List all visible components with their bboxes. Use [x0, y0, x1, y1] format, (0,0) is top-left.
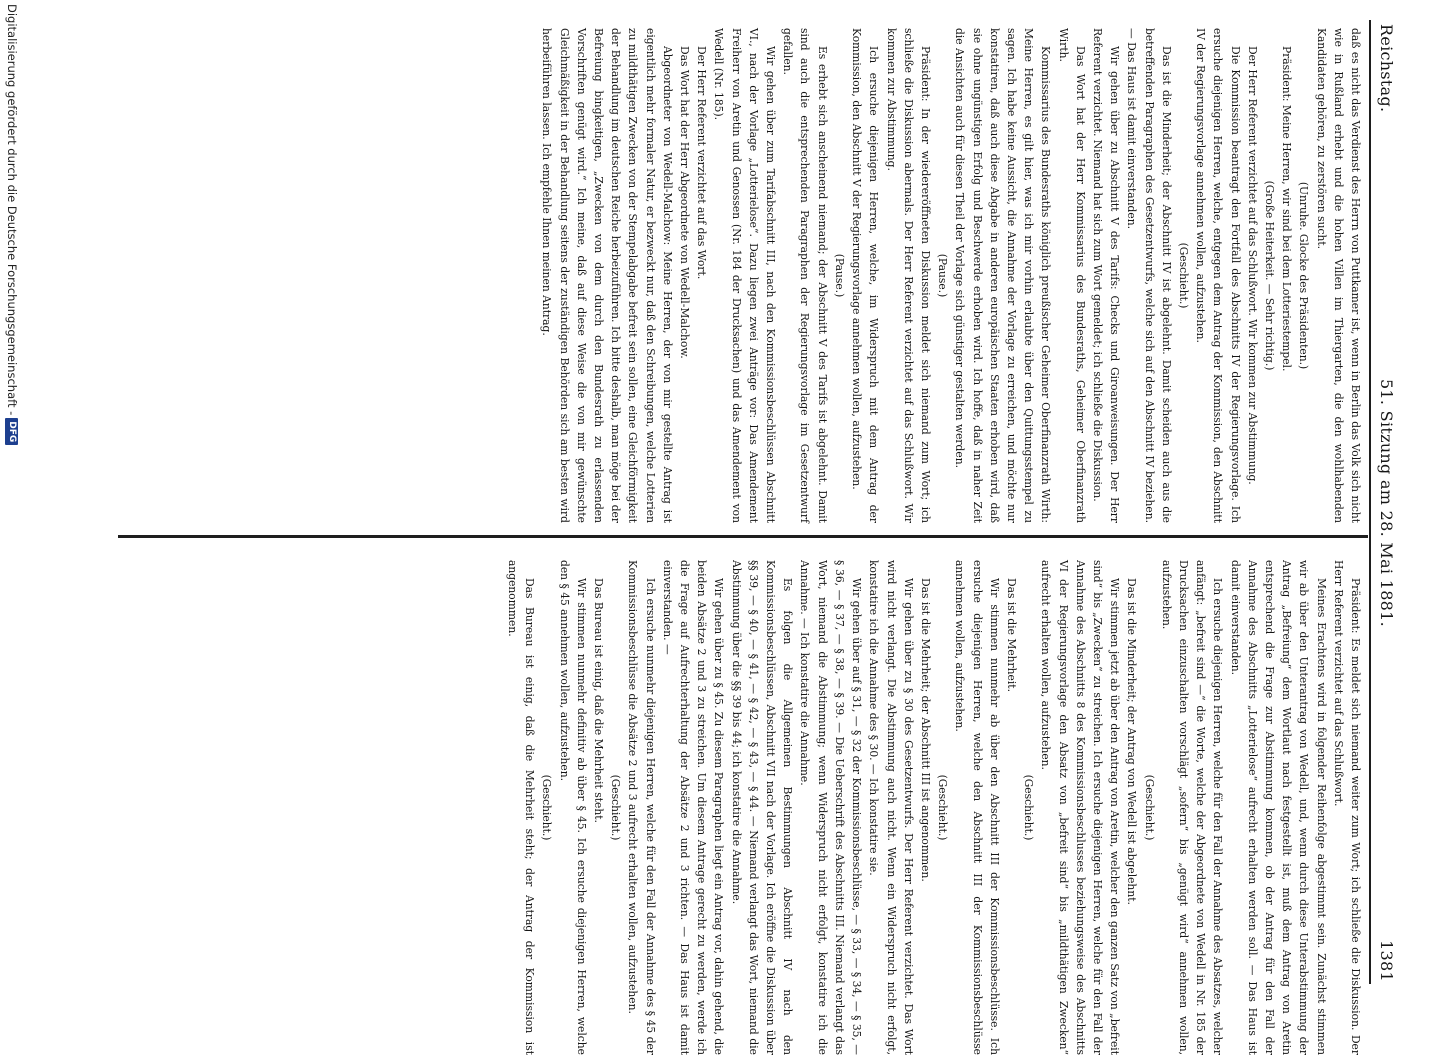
paragraph: Wir gehen über zu Abschnitt V des Tarifs: Checks und Giroanweisungen. Der Herr Referent verzichtet. Niemand hat sich zum Wort gemeldet; ich schließe die Diskussion. — [1090, 28, 1122, 523]
dfg-logo-icon: DFG — [6, 418, 19, 445]
paragraph: Kommissarius des Bundesraths königlich preußischer Geheimer Oberfinanzrath Wirth: Meine Herren, es gilt hier, was ich mir vorhin erlaubte über den Quittungsstempel zu sagen. Ich habe keine Aussicht, die Annahme der Vorlage zu erreichen, und möchte nur konstatiren, daß auch diese Abgabe in anderen europäischen Staaten erhoben wird, daß sie ohne ungünstigen Erfolg und Beschwerde erhoben wird. Ich hoffe, daß in naher Zeit die Ansichten auch für diesen Theil der Vorlage sich günstiger gestalten werden. — [953, 28, 1053, 523]
paragraph: (Unruhe. Glocke des Präsidenten.) — [1297, 181, 1311, 370]
paragraph: Das ist die Minderheit; der Abschnitt IV ist abgelehnt. Damit scheiden auch aus die betreffenden Paragraphen des Gesetzentwurfs, welche sich auf den Abschnitt IV beziehen. — Das Haus ist damit einverstanden. — [1125, 28, 1173, 523]
paragraph: Präsident: In der wiedereröffneten Diskussion meldet sich niemand zum Wort; ich schließe die Diskussion abermals. Der Herr Referent verzichtet auf das Schlußwort. Wir kommen zur Abstimmung. — [884, 28, 932, 523]
paragraph: (Geschieht.) — [1022, 774, 1036, 841]
credit-text: Digitalisierung gefördert durch die Deutsche Forschungsgemeinschaft - — [5, 4, 19, 416]
paragraph: Wir stimmen jetzt ab über den Antrag von Aretin, welcher den ganzen Satz von „befreit sind“ bis „Zwecken“ zu streichen. Ich ersuche diejenigen Herren, welche für den Fall der Annahme des Abschnitts 8 des Kommissionsbeschlusses beziehungsweise des Abschnitts VI der Regierungsvorlage den Absatz von „befreit sind“ bis „mildthätigen Zwecken“ aufrecht erhalten wollen, aufzustehen. — [1039, 560, 1122, 1055]
paragraph: (Geschieht.) — [540, 774, 554, 841]
paragraph: Meines Erachtens wird in folgender Reihenfolge abgestimmt sein. Zunächst stimmen wir ab über den Unterantrag von Wedell, und, wenn durch diese Unterabstimmung der Antrag „Befreiung“ dem Wortlaut nach festgestellt ist, muß dem Antrag von Aretin entsprechend die Frage zur Abstimmung kommen, ob der Antrag für den Fall der Annahme des Abschnitts „Lotterielose“ aufrecht erhalten werden soll. — Das Haus ist damit einverstanden. — [1228, 560, 1328, 1055]
paragraph: Ich ersuche diejenigen Herren, welche für den Fall der Annahme des Absatzes, welcher anfängt: „befreit sind —“ die Worte, welche der Abgeordnete von Wedell in Nr. 185 der Drucksachen einzuschalten vorschlägt „sofern“ bis „genügt wird“ annehmen wollen, aufzustehen. — [1159, 560, 1225, 1055]
paragraph: Präsident: Es meldet sich niemand weiter zum Wort; ich schließe die Diskussion. Der Herr Referent verzichtet auf das Schlußwort. — [1331, 560, 1362, 1055]
column-divider — [118, 535, 1368, 538]
paragraph: daß es nicht das Verdienst des Herrn von Puttkamer ist, wenn in Berlin das Volk sich nicht wie in Rußland erhebt und die hohen Villen im Thiergarten, die den wohlhabenden Kandidaten gehören, zu zerstören sucht. — [1314, 28, 1362, 523]
paragraph: Das ist die Mehrheit. — [1004, 578, 1018, 692]
header-rule — [1369, 20, 1371, 984]
paragraph: Der Herr Referent verzichtet auf das Wort. — [695, 46, 709, 280]
paragraph: (Große Heiterkeit. — Sehr richtig.) — [1262, 180, 1276, 371]
paragraph: (Geschieht.) — [609, 774, 623, 841]
paragraph: Es folgen die Allgemeinen Bestimmungen Abschnitt IV nach den Kommissionsbeschlüssen, Abschnitt VII nach der Vorlage. Ich eröffne die Diskussion über §§ 39, — § 40, — § 41, — § 42, — § 43, — § 44. — Niemand verlangt das Wort, niemand die Abstimmung über die §§ 39 bis 44; ich konstatire die Annahme. — [729, 560, 795, 1055]
paragraph: Es erhebt sich anscheinend niemand; der Abschnitt V des Tarifs ist abgelehnt. Damit sind auch die entsprechenden Paragraphen der Regierungsvorlage im Gesetzentwurf gefallen. — [781, 28, 829, 523]
paragraph: Wir stimmen nunmehr definitiv ab über § 45. Ich ersuche diejenigen Herren, welche den § 45 annehmen wollen, aufzustehen. — [557, 560, 588, 1055]
paragraph: Der Herr Referent verzichtet auf das Schlußwort. Wir kommen zur Abstimmung. — [1245, 46, 1259, 485]
paragraph: Abgeordneter von Wedell-Malchow: Meine Herren, der von mir gestellte Antrag ist eigentlich mehr formaler Natur, er bezweckt nur, daß den Schreibungen, welche Lotterien zu mildthätigen Zwecken von der Stempelabgabe befreit sein sollen, eine Gleichförmigkeit der Behandlung im deutschen Reiche herbeizuführen. Ich bitte deshalb, man möge bei der Befreiung bingkeitigen, „Zwecken von dem durch den Bundesrath zu erlassenden Vorschriften genügt wird.“ Ich meine, daß auf diese Weise die von mir gewünschte Gleichmäßigkeit in der Behandlung seitens der zuständigen Behörden sich am besten wird herbeiführen lassen. Ich empfehle Ihnen meinen Antrag. — [540, 28, 674, 523]
paragraph: (Geschieht.) — [936, 774, 950, 841]
paragraph: Das ist die Mehrheit; der Abschnitt III ist angenommen. — [918, 578, 932, 882]
paragraph: (Pause.) — [832, 253, 846, 298]
paragraph: Das Wort hat der Herr Kommissarius des Bundesraths, Geheimer Oberfinanzrath Wirth. — [1056, 28, 1087, 523]
paragraph: Wir gehen über zu § 45. Zu diesem Paragraphen liegt ein Antrag vor, dahin gehend, die beiden Absätze 2 und 3 zu streichen. Um diesem Antrage gerecht zu werden, werde ich die Frage auf Aufrechterhaltung der Absätze 2 und 3 richten. — Das Haus ist damit einverstanden. — — [660, 560, 726, 1055]
paragraph: Das Bureau ist einig, daß die Mehrheit steht. — [592, 578, 606, 823]
digitization-credit — [4, 4, 20, 445]
paragraph: Ich ersuche diejenigen Herren, welche, im Widerspruch mit dem Antrag der Kommission, den Abschnitt V der Regierungsvorlage annehmen wollen, aufzustehen. — [850, 28, 881, 523]
header-left: Reichstag. — [1377, 24, 1396, 113]
paragraph: Wir gehen über auf § 31, — § 32 der Kommissionsbeschlüsse, — § 33, — § 34, — § 35, — § 36, — § 37, — § 38, — § 39. — Die Ueberschrift des Abschnitts III. Niemand verlangt das Wort, niemand die Abstimmung; wenn Widerspruch nicht erfolgt, konstatire ich die Annahme. — Ich konstatire die Annahme. — [798, 560, 864, 1055]
header-session: 51. Sitzung am 28. Mai 1881. — [1377, 378, 1396, 628]
paragraph: Wir gehen über zum Tarifabschnitt III, nach den Kommissionsbeschlüssen Abschnitt VI., nach der Vorlage „Lotterielose“. Dazu liegen zwei Anträge vor: Das Amendement Freiherr von Aretin und Genossen (Nr. 184 der Drucksachen) und das Amendement von Wedell (Nr. 185). — [712, 28, 778, 523]
paragraph: Wir stimmen nunmehr ab über den Abschnitt III der Kommissionsbeschlüsse. Ich ersuche diejenigen Herren, welche den Abschnitt III der Kommissionsbeschlüsse annehmen wollen, aufzustehen. — [953, 560, 1001, 1055]
paragraph: (Pause.) — [936, 253, 950, 298]
paragraph: Das Wort hat der Herr Abgeordnete von Wedell-Malchow. — [678, 46, 692, 359]
paragraph: (Geschieht.) — [1176, 242, 1190, 309]
page-header — [1372, 24, 1396, 982]
paragraph: Wir gehen über zu § 30 des Gesetzentwurfs. Der Herr Referent verzichtet. Das Wort wird nicht verlangt. Die Abstimmung auch nicht. Wenn ein Widerspruch nicht erfolgt, konstatire ich die Annahme des § 30. — Ich konstatire sie. — [867, 560, 915, 1055]
paragraph: Präsident: Meine Herren, wir sind bei dem Lotteriestempel. — [1280, 46, 1294, 372]
left-column — [538, 28, 1364, 523]
page-number: 1381 — [1377, 940, 1396, 982]
paragraph: Das ist die Minderheit; der Antrag von Wedell ist abgelehnt. — [1125, 578, 1139, 905]
paragraph: (Geschieht.) — [1142, 774, 1156, 841]
right-column — [504, 560, 1364, 1055]
paragraph: Ich ersuche nunmehr diejenigen Herren, welche für den Fall der Annahme des § 45 der Kommissionsbeschlüsse die Absätze 2 und 3 aufrecht erhalten wollen, aufzustehen. — [626, 560, 657, 1055]
paragraph: Das Bureau ist einig, daß die Mehrheit steht; der Antrag der Kommission ist angenommen. — [506, 560, 537, 1055]
paragraph: Die Kommission beantragt den Fortfall des Abschnitts IV der Regierungsvorlage. Ich ersuche diejenigen Herren, welche, entgegen dem Antrag der Kommission, den Abschnitt IV der Regierungsvorlage annehmen wollen, aufzustehen. — [1194, 28, 1242, 523]
